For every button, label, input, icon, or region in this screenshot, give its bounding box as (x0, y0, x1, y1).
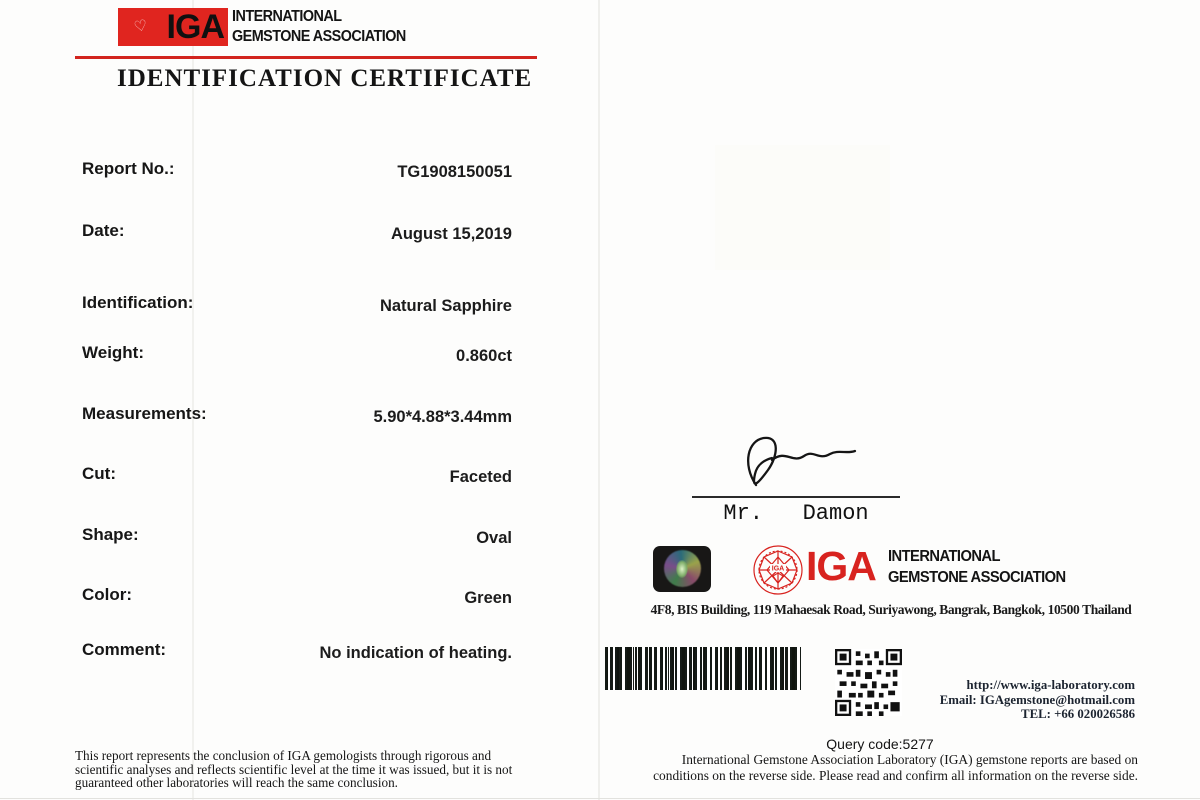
lab-iga-logo-text: IGA (806, 543, 876, 589)
field-label: Shape: (82, 525, 139, 544)
red-divider (75, 56, 537, 59)
field-value: TG1908150051 (397, 163, 512, 181)
hologram-icon (653, 546, 711, 592)
org-name-line1: INTERNATIONAL (232, 8, 342, 25)
field-row-report-no (0, 159, 525, 183)
fold-line-left (192, 0, 194, 800)
heart-icon: ♡ (132, 16, 150, 37)
page-title: IDENTIFICATION CERTIFICATE (117, 65, 533, 92)
field-row-weight (0, 343, 525, 367)
field-row-shape (0, 525, 525, 549)
lab-address: 4F8, BIS Building, 119 Mahaesak Road, Suriyawong, Bangrak, Bangkok, 10500 Thailand (650, 602, 1132, 617)
field-label: Cut: (82, 464, 116, 483)
field-row-comment (0, 640, 525, 664)
field-label: Date: (82, 221, 125, 240)
signature-icon (726, 430, 876, 502)
lab-org-line2: GEMSTONE ASSOCIATION (888, 569, 1066, 586)
org-name-line2: GEMSTONE ASSOCIATION (232, 28, 406, 45)
gem-photo-area (715, 145, 890, 270)
field-row-date (0, 221, 525, 245)
field-value: 5.90*4.88*3.44mm (373, 408, 512, 426)
signer-name: Mr. Damon (723, 501, 869, 526)
query-code: Query code:5277 (826, 736, 934, 752)
barcode-icon (605, 647, 801, 690)
field-label: Report No.: (82, 159, 175, 178)
field-row-identification (0, 293, 525, 317)
field-value: Oval (476, 529, 512, 547)
field-row-color (0, 585, 525, 609)
field-label: Weight: (82, 343, 145, 362)
field-value: 0.860ct (456, 347, 512, 365)
svg-text:IGA: IGA (771, 565, 785, 573)
signature-line (692, 496, 900, 498)
field-value: Faceted (449, 468, 512, 486)
page-bottom-edge (0, 798, 1200, 799)
field-value: Natural Sapphire (379, 297, 512, 315)
field-label: Comment: (82, 640, 167, 659)
contact-tel: TEL: +66 020026586 (1021, 707, 1135, 721)
lab-org-line1: INTERNATIONAL (888, 548, 1000, 565)
field-row-measurements (0, 404, 525, 428)
lab-org-name (888, 546, 1066, 588)
footer-disclaimer: This report represents the conclusion of IGA gemologists through rigorous and scientific analyses and reflects scientific level at the time it was issued, but it is not guaranteed other laboratories will reach the same conclusion. (75, 748, 513, 791)
field-label: Color: (82, 585, 133, 604)
contact-block (920, 678, 1135, 722)
reverse-side-note: International Gemstone Association Laboratory (IGA) gemstone reports are based on conditions on the reverse side. Please read and confirm all information on the reverse side. (653, 752, 1138, 783)
contact-website: http://www.iga-laboratory.com (966, 678, 1135, 692)
qr-code-icon (835, 649, 902, 716)
iga-logo-text: IGA (166, 8, 224, 46)
iga-emblem-icon (752, 544, 804, 596)
fold-line-center (598, 0, 600, 800)
field-label: Identification: (82, 293, 194, 312)
field-row-cut (0, 464, 525, 488)
contact-email: Email: IGAgemstone@hotmail.com (939, 692, 1135, 707)
field-value: No indication of heating. (319, 644, 512, 662)
org-name (232, 7, 406, 47)
field-value: August 15,2019 (390, 225, 512, 243)
field-value: Green (464, 589, 512, 607)
field-label: Measurements: (82, 404, 207, 423)
iga-logo-box (118, 8, 228, 46)
